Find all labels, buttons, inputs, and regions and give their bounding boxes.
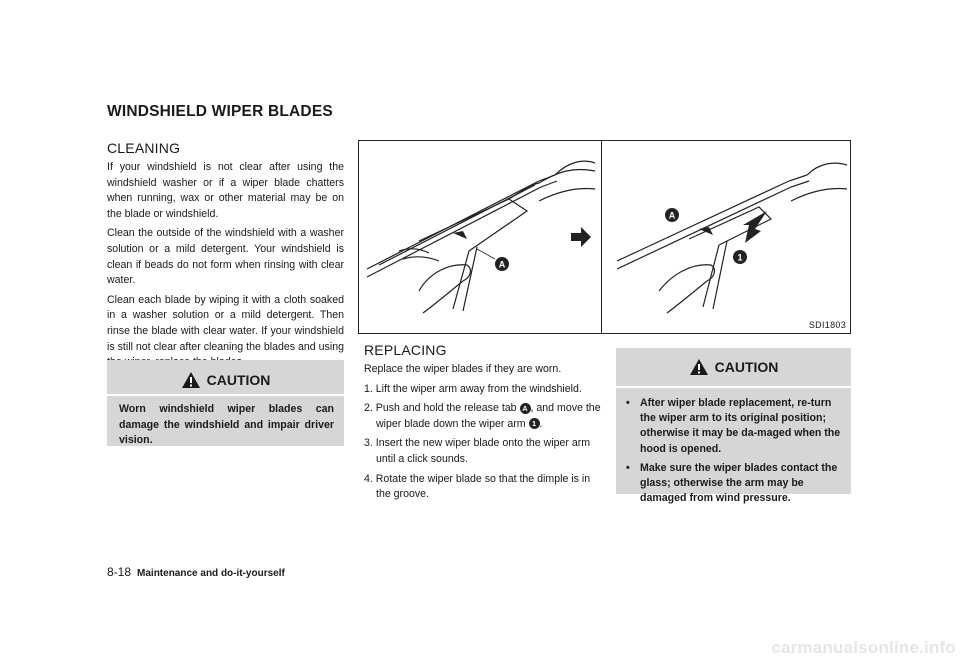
figure-code: SDI1803 (808, 320, 846, 330)
chapter-title: Maintenance and do-it-yourself (137, 568, 285, 579)
caution-header (107, 360, 344, 394)
warning-icon (181, 371, 201, 389)
step-item: 4. Rotate the wiper blade so that the dimple is in the groove. (364, 472, 591, 501)
caution-item: • Make sure the wiper blades contact the glass; otherwise the arm may be damaged from wind pressure. (626, 461, 838, 505)
wiper-illustration (358, 140, 851, 334)
replacing-intro: Replace the wiper blades if they are worn. (364, 363, 562, 375)
callout-1: 1 (737, 252, 743, 263)
step-arrow-icon (571, 227, 591, 247)
caution-title: CAUTION (714, 359, 779, 375)
watermark: carmanualsonline.info (771, 638, 956, 657)
warning-icon (689, 358, 709, 376)
step-item: 3. Insert the new wiper blade onto the wiper arm until a click sounds. (364, 437, 591, 465)
caution-header (616, 348, 851, 386)
callout-a: A (668, 210, 676, 221)
callout-a: A (498, 259, 506, 270)
page-number: 8-18 (107, 565, 132, 579)
section-title: WINDSHIELD WIPER BLADES (107, 103, 333, 120)
figure-divider (601, 141, 602, 333)
cleaning-column (107, 140, 344, 375)
cleaning-heading: CLEANING (107, 140, 181, 156)
direction-arrow-icon (743, 211, 767, 243)
cleaning-paragraph: If your windshield is not clear after using the windshield washer or if a wiper blade chatters when running, wax or other material may be on the blade or windshield. (107, 161, 344, 220)
steps-list (364, 382, 601, 503)
step-item: 2. Push and hold the release tab A , and move the wiper blade down the wiper arm 1 . (364, 402, 601, 430)
caution-text: Worn windshield wiper blades can damage the windshield and impair driver vision. (107, 394, 344, 449)
caution-list (616, 386, 851, 506)
caution-title: CAUTION (206, 372, 271, 388)
callout-1: 1 (529, 418, 540, 429)
caution-box-cleaning (107, 360, 344, 446)
replacing-heading: REPLACING (364, 342, 447, 358)
arrow-icon (453, 231, 467, 239)
caution-item: • After wiper blade replacement, re-turn the wiper arm to its original position; otherwise it may be da-maged when the hood is opened. (626, 397, 841, 455)
wiper-drawing (359, 141, 850, 333)
step-item: 1. Lift the wiper arm away from the windshield. (364, 382, 582, 395)
cleaning-paragraph: Clean the outside of the windshield with a washer solution or a mild detergent. Your windshield is clean if beads do not form when rinsing with clear water. (107, 227, 344, 287)
page-footer (107, 565, 285, 579)
cleaning-paragraph: Clean each blade by wiping it with a cloth soaked in a washer solution or a mild detergent. Then rinse the blade with clear water. If your windshield is still not clear after cleaning the blades and using (107, 293, 344, 353)
callout-a: A (520, 403, 531, 414)
replacing-column (364, 342, 601, 507)
caution-box-replacing (616, 348, 851, 505)
